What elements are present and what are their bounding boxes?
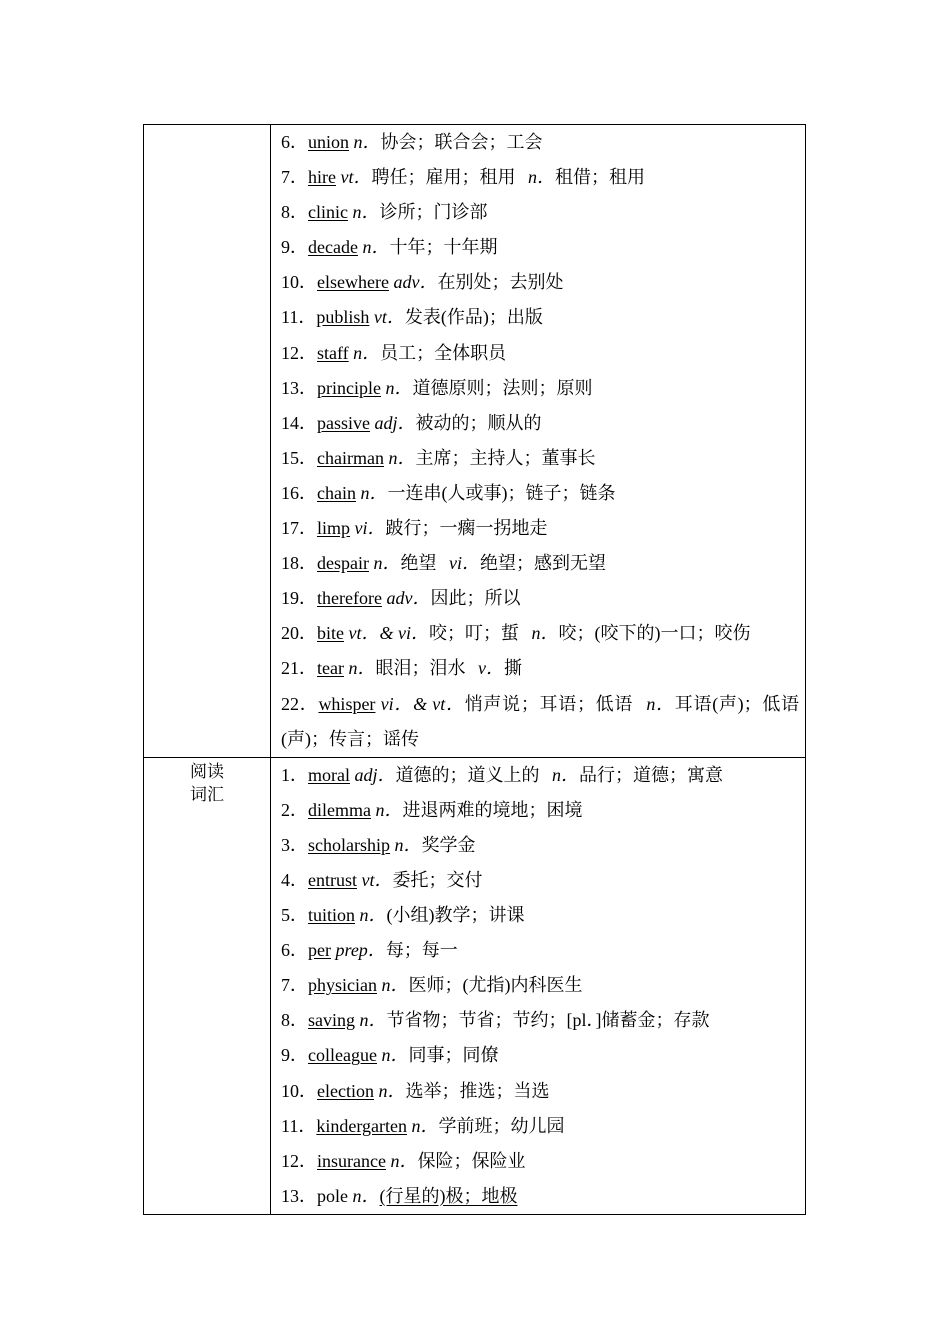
entry-number: 16．	[281, 482, 317, 503]
vocab-entry	[281, 195, 799, 230]
table-row	[144, 757, 806, 1214]
definition: 耳语(声)；低语(声)；传言；谣传	[281, 693, 800, 749]
part-of-speech: n．	[348, 658, 376, 679]
entry-word: colleague	[308, 1045, 377, 1066]
entry-word: decade	[308, 237, 358, 258]
vocab-entry	[281, 160, 799, 195]
entry-number: 8．	[281, 1010, 308, 1031]
part-of-speech: vt．	[373, 307, 405, 328]
category-label: 词汇	[190, 784, 224, 805]
category-cell-empty	[144, 125, 271, 758]
vocab-entry	[281, 406, 799, 441]
entry-word: chain	[317, 482, 356, 503]
vocab-entry	[281, 1179, 799, 1214]
entry-word: tear	[317, 658, 344, 679]
definition: 进退两难的境地；困境	[402, 799, 583, 820]
part-of-speech: n．	[527, 167, 555, 188]
table-row	[144, 125, 806, 758]
entry-word: saving	[308, 1010, 355, 1031]
definition: 发表(作品)；出版	[404, 307, 543, 328]
definition: 选举；推选；当选	[405, 1080, 550, 1101]
definition: 在别处；去别处	[437, 272, 564, 293]
vocab-entry	[281, 758, 799, 793]
entry-number: 1．	[281, 764, 308, 785]
part-of-speech: vi．& vt．	[380, 693, 465, 714]
vocab-entry	[281, 828, 799, 863]
definition: 悄声说；耳语；低语	[464, 693, 634, 714]
definition: 主席；主持人；董事长	[415, 447, 596, 468]
vocab-entry	[281, 546, 799, 581]
definition: 员工；全体职员	[380, 342, 507, 363]
part-of-speech: vt．	[361, 869, 393, 890]
definition: 被动的；顺从的	[415, 412, 542, 433]
entry-number: 19．	[281, 588, 317, 609]
part-of-speech: n．	[385, 377, 413, 398]
part-of-speech: n．	[360, 482, 388, 503]
entry-word: union	[308, 132, 350, 152]
entry-word: election	[317, 1080, 374, 1101]
vocab-entry	[281, 581, 799, 616]
entry-number: 14．	[281, 412, 317, 433]
entry-number: 5．	[281, 905, 308, 926]
entry-word: bite	[317, 623, 344, 644]
entry-word: clinic	[308, 202, 348, 223]
vocab-entry	[281, 793, 799, 828]
entry-word: staff	[317, 342, 349, 363]
entry-word: despair	[317, 553, 369, 574]
part-of-speech: vi．	[354, 518, 386, 539]
vocab-entry	[281, 616, 799, 651]
part-of-speech: prep．	[335, 940, 386, 961]
definition: 每；每一	[385, 940, 458, 961]
vocab-entry	[281, 968, 799, 1003]
part-of-speech: n．	[552, 764, 580, 785]
entry-number: 20．	[281, 623, 317, 644]
definition: 一连串(人或事)；链子；链条	[387, 482, 616, 503]
entry-word: passive	[317, 412, 370, 433]
part-of-speech: vt．& vi．	[348, 623, 429, 644]
definition: 因此；所以	[430, 588, 521, 609]
vocabulary-table	[143, 124, 806, 1215]
part-of-speech: n．	[390, 1150, 418, 1171]
vocab-entry	[281, 898, 799, 933]
definition: 同事；同僚	[408, 1045, 499, 1066]
definition: 道德原则；法则；原则	[412, 377, 593, 398]
vocab-entry	[281, 1038, 799, 1073]
part-of-speech: adj．	[374, 412, 416, 433]
definition: 品行；道德；寓意	[579, 764, 724, 785]
definition: 奖学金	[421, 834, 476, 855]
definition: 撕	[503, 658, 522, 679]
entry-number: 3．	[281, 834, 308, 855]
part-of-speech: n．	[359, 905, 387, 926]
entry-number: 11．	[281, 1115, 317, 1136]
definition: 聘任；雇用；租用	[371, 167, 516, 188]
part-of-speech: adv．	[393, 272, 438, 293]
entry-word: publish	[316, 307, 370, 328]
entry-number: 9．	[281, 237, 308, 258]
definition: 跛行；一瘸一拐地走	[385, 518, 548, 539]
definition: 协会；联合会；工会	[380, 132, 543, 152]
part-of-speech: n．	[352, 202, 380, 223]
entry-word: entrust	[308, 869, 357, 890]
entry-word: whisper	[318, 693, 376, 714]
vocab-entry	[281, 125, 799, 160]
vocab-entry	[281, 476, 799, 511]
entry-number: 13．	[281, 1185, 317, 1206]
entry-word: insurance	[317, 1150, 386, 1171]
entries-cell	[271, 125, 806, 758]
vocab-entry	[281, 336, 799, 371]
definition: 医师；(尤指)内科医生	[408, 975, 583, 996]
part-of-speech: adj．	[354, 764, 396, 785]
part-of-speech: adv．	[386, 588, 431, 609]
entry-word: limp	[317, 518, 351, 539]
vocab-entry	[281, 441, 799, 476]
definition: 咬；叮；蜇	[428, 623, 519, 644]
definition: 咬；(咬下的)一口；咬伤	[558, 623, 751, 644]
entry-number: 9．	[281, 1045, 308, 1066]
entry-word: per	[308, 940, 331, 961]
vocab-entry	[281, 1144, 799, 1179]
entry-number: 8．	[281, 202, 308, 223]
entry-number: 12．	[281, 342, 317, 363]
part-of-speech: n．	[352, 1185, 380, 1206]
vocab-entry	[281, 300, 799, 335]
definition: 道德的；道义上的	[395, 764, 540, 785]
entry-number: 18．	[281, 553, 317, 574]
vocab-entry	[281, 230, 799, 265]
part-of-speech: n．	[373, 553, 401, 574]
entry-number: 13．	[281, 377, 317, 398]
entry-number: 7．	[281, 167, 308, 188]
vocab-entry	[281, 371, 799, 406]
category-cell-reading-vocab	[144, 757, 271, 1214]
entry-word: dilemma	[308, 799, 371, 820]
definition: 委托；交付	[392, 869, 483, 890]
part-of-speech: n．	[359, 1010, 387, 1031]
entry-number: 4．	[281, 869, 308, 890]
part-of-speech: n．	[381, 1045, 409, 1066]
entry-number: 17．	[281, 518, 317, 539]
definition: (小组)教学；讲课	[386, 905, 525, 926]
definition: 眼泪；泪水	[375, 658, 466, 679]
definition: 保险；保险业	[417, 1150, 526, 1171]
definition: 绝望	[400, 553, 437, 574]
entry-word: scholarship	[308, 834, 390, 855]
vocab-entry	[281, 651, 799, 686]
vocab-entry	[281, 265, 799, 300]
definition: (行星的)极；地极	[379, 1185, 518, 1206]
category-label: 阅读	[190, 761, 224, 782]
part-of-speech: n．	[646, 693, 675, 714]
definition: 诊所；门诊部	[379, 202, 488, 223]
part-of-speech: n．	[353, 132, 381, 152]
entry-word: hire	[308, 167, 336, 188]
vocab-entry	[281, 1003, 799, 1038]
part-of-speech: v．	[477, 658, 504, 679]
entry-word: chairman	[317, 447, 384, 468]
entry-number: 21．	[281, 658, 317, 679]
vocab-entry	[281, 1109, 799, 1144]
entry-word: elsewhere	[317, 272, 389, 293]
part-of-speech: n．	[388, 447, 416, 468]
entry-word: kindergarten	[316, 1115, 407, 1136]
vocab-entry	[281, 687, 799, 757]
part-of-speech: n．	[375, 799, 403, 820]
entry-number: 6．	[281, 940, 308, 961]
entry-number: 6．	[281, 132, 308, 152]
part-of-speech: n．	[411, 1115, 439, 1136]
entry-number: 7．	[281, 975, 308, 996]
part-of-speech: n．	[381, 975, 409, 996]
entry-word: pole	[317, 1185, 348, 1206]
part-of-speech: n．	[353, 342, 381, 363]
part-of-speech: n．	[531, 623, 559, 644]
part-of-speech: vi．	[448, 553, 480, 574]
part-of-speech: n．	[394, 834, 422, 855]
part-of-speech: vt．	[340, 167, 372, 188]
vocab-entry	[281, 863, 799, 898]
entry-word: tuition	[308, 905, 356, 926]
definition: 十年；十年期	[389, 237, 498, 258]
entry-number: 11．	[281, 307, 317, 328]
vocab-entry	[281, 1074, 799, 1109]
definition: 节省物；节省；节约；[pl．]储蓄金；存款	[386, 1010, 710, 1031]
entry-word: physician	[308, 975, 377, 996]
entry-number: 15．	[281, 447, 317, 468]
part-of-speech: n．	[362, 237, 390, 258]
entry-number: 22．	[281, 693, 319, 714]
vocab-entry	[281, 933, 799, 968]
definition: 租借；租用	[554, 167, 645, 188]
entry-word: therefore	[317, 588, 382, 609]
entries-cell	[271, 757, 806, 1214]
entry-number: 10．	[281, 272, 317, 293]
entry-word: moral	[308, 764, 350, 785]
part-of-speech: n．	[378, 1080, 406, 1101]
definition: 绝望；感到无望	[479, 553, 606, 574]
definition: 学前班；幼儿园	[438, 1115, 565, 1136]
entry-word: principle	[317, 377, 381, 398]
entry-number: 2．	[281, 799, 308, 820]
entry-number: 12．	[281, 1150, 317, 1171]
entry-number: 10．	[281, 1080, 317, 1101]
vocab-entry	[281, 511, 799, 546]
